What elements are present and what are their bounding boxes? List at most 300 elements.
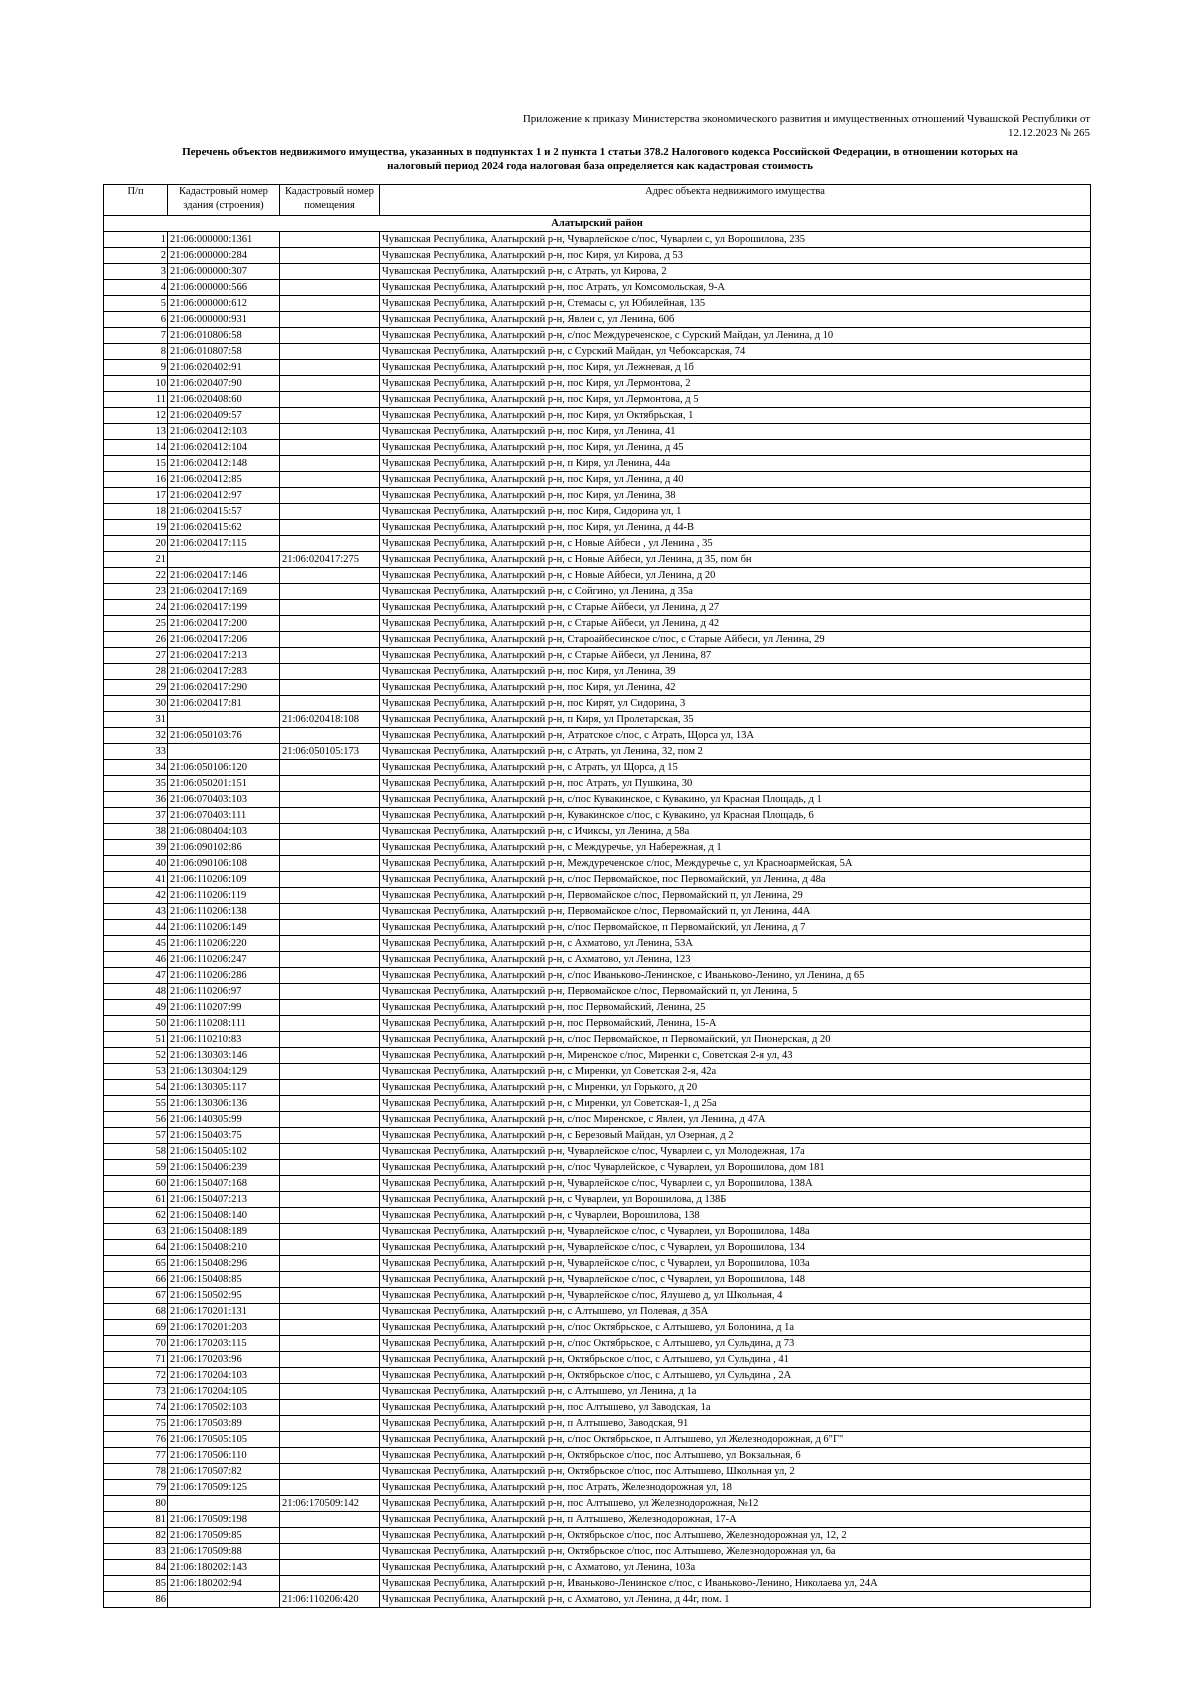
- row-number: 26: [104, 632, 168, 648]
- row-number: 86: [104, 1592, 168, 1608]
- table-row: [104, 328, 1091, 344]
- table-row: [104, 920, 1091, 936]
- address: Чувашская Республика, Алатырский р-н, с/пос Междуреченское, с Сурский Майдан, ул Ленина, д 10: [380, 328, 1091, 344]
- table-row: [104, 856, 1091, 872]
- premises-cadastral-number: [280, 728, 380, 744]
- premises-cadastral-number: [280, 952, 380, 968]
- building-cadastral-number: 21:06:170203:115: [168, 1336, 280, 1352]
- row-number: 38: [104, 824, 168, 840]
- row-number: 59: [104, 1160, 168, 1176]
- premises-cadastral-number: [280, 1192, 380, 1208]
- building-cadastral-number: 21:06:090102:86: [168, 840, 280, 856]
- table-row: [104, 600, 1091, 616]
- address: Чувашская Республика, Алатырский р-н, Явлеи с, ул Ленина, 60б: [380, 312, 1091, 328]
- column-header-premises-cadastral: Кадастровый номер помещения: [280, 185, 380, 216]
- premises-cadastral-number: [280, 312, 380, 328]
- table-row: [104, 248, 1091, 264]
- table-row: [104, 1368, 1091, 1384]
- row-number: 12: [104, 408, 168, 424]
- premises-cadastral-number: [280, 936, 380, 952]
- table-row: [104, 520, 1091, 536]
- premises-cadastral-number: [280, 1384, 380, 1400]
- address: Чувашская Республика, Алатырский р-н, с Ахматово, ул Ленина, 53А: [380, 936, 1091, 952]
- premises-cadastral-number: [280, 968, 380, 984]
- table-row: [104, 1400, 1091, 1416]
- premises-cadastral-number: [280, 504, 380, 520]
- address: Чувашская Республика, Алатырский р-н, с Миренки, ул Советская-1, д 25а: [380, 1096, 1091, 1112]
- building-cadastral-number: 21:06:020417:199: [168, 600, 280, 616]
- premises-cadastral-number: [280, 584, 380, 600]
- row-number: 55: [104, 1096, 168, 1112]
- building-cadastral-number: 21:06:110208:111: [168, 1016, 280, 1032]
- row-number: 70: [104, 1336, 168, 1352]
- premises-cadastral-number: [280, 1112, 380, 1128]
- building-cadastral-number: 21:06:150408:210: [168, 1240, 280, 1256]
- premises-cadastral-number: [280, 856, 380, 872]
- row-number: 25: [104, 616, 168, 632]
- address: Чувашская Республика, Алатырский р-н, пос Киря, ул Лежневая, д 1б: [380, 360, 1091, 376]
- row-number: 34: [104, 760, 168, 776]
- table-row: [104, 1016, 1091, 1032]
- premises-cadastral-number: [280, 984, 380, 1000]
- row-number: 52: [104, 1048, 168, 1064]
- address: Чувашская Республика, Алатырский р-н, с/пос Первомайское, пос Первомайский, ул Ленина, д 48а: [380, 872, 1091, 888]
- appendix-line-2: 12.12.2023 № 265: [1008, 127, 1090, 139]
- table-row: [104, 968, 1091, 984]
- table-row: [104, 1320, 1091, 1336]
- premises-cadastral-number: [280, 392, 380, 408]
- premises-cadastral-number: [280, 1096, 380, 1112]
- premises-cadastral-number: [280, 232, 380, 248]
- building-cadastral-number: 21:06:000000:284: [168, 248, 280, 264]
- address: Чувашская Республика, Алатырский р-н, пос Первомайский, Ленина, 25: [380, 1000, 1091, 1016]
- building-cadastral-number: 21:06:170204:103: [168, 1368, 280, 1384]
- table-row: [104, 904, 1091, 920]
- premises-cadastral-number: [280, 1064, 380, 1080]
- table-header-row: [104, 185, 1091, 216]
- building-cadastral-number: 21:06:110206:109: [168, 872, 280, 888]
- address: Чувашская Республика, Алатырский р-н, с Сойгино, ул Ленина, д 35а: [380, 584, 1091, 600]
- row-number: 14: [104, 440, 168, 456]
- building-cadastral-number: 21:06:150407:213: [168, 1192, 280, 1208]
- address: Чувашская Республика, Алатырский р-н, Чуварлейское с/пос, Ялушево д, ул Школьная, 4: [380, 1288, 1091, 1304]
- table-row: [104, 888, 1091, 904]
- premises-cadastral-number: [280, 1544, 380, 1560]
- address: Чувашская Республика, Алатырский р-н, с/пос Октябрьское, с Алтышево, ул Сульдина, д 73: [380, 1336, 1091, 1352]
- row-number: 11: [104, 392, 168, 408]
- building-cadastral-number: 21:06:150408:140: [168, 1208, 280, 1224]
- premises-cadastral-number: [280, 1256, 380, 1272]
- building-cadastral-number: 21:06:150407:168: [168, 1176, 280, 1192]
- building-cadastral-number: 21:06:020412:104: [168, 440, 280, 456]
- row-number: 7: [104, 328, 168, 344]
- building-cadastral-number: 21:06:020417:283: [168, 664, 280, 680]
- table-row: [104, 1176, 1091, 1192]
- row-number: 61: [104, 1192, 168, 1208]
- title-line-2: налоговый период 2024 года налоговая база определяется как кадастровая стоимость: [387, 160, 813, 172]
- premises-cadastral-number: [280, 808, 380, 824]
- district-name: Алатырский район: [104, 216, 1091, 232]
- address: Чувашская Республика, Алатырский р-н, пос Киря, ул Октябрьская, 1: [380, 408, 1091, 424]
- row-number: 53: [104, 1064, 168, 1080]
- building-cadastral-number: 21:06:170204:105: [168, 1384, 280, 1400]
- premises-cadastral-number: [280, 1272, 380, 1288]
- row-number: 8: [104, 344, 168, 360]
- row-number: 79: [104, 1480, 168, 1496]
- table-row: [104, 1560, 1091, 1576]
- column-header-building-cadastral: Кадастровый номер здания (строения): [168, 185, 280, 216]
- address: Чувашская Республика, Алатырский р-н, пос Киря, ул Ленина, 41: [380, 424, 1091, 440]
- table-row: [104, 936, 1091, 952]
- table-row: [104, 1352, 1091, 1368]
- document-title: [110, 145, 1090, 173]
- premises-cadastral-number: [280, 792, 380, 808]
- table-row: [104, 424, 1091, 440]
- row-number: 74: [104, 1400, 168, 1416]
- district-row: [104, 216, 1091, 232]
- address: Чувашская Республика, Алатырский р-н, п Алтышево, Заводская, 91: [380, 1416, 1091, 1432]
- building-cadastral-number: 21:06:150406:239: [168, 1160, 280, 1176]
- row-number: 36: [104, 792, 168, 808]
- row-number: 33: [104, 744, 168, 760]
- address: Чувашская Республика, Алатырский р-н, пос Атрать, ул Комсомольская, 9-А: [380, 280, 1091, 296]
- premises-cadastral-number: [280, 680, 380, 696]
- table-row: [104, 360, 1091, 376]
- premises-cadastral-number: [280, 904, 380, 920]
- building-cadastral-number: 21:06:010807:58: [168, 344, 280, 360]
- table-row: [104, 1192, 1091, 1208]
- premises-cadastral-number: [280, 1336, 380, 1352]
- building-cadastral-number: 21:06:020409:57: [168, 408, 280, 424]
- row-number: 82: [104, 1528, 168, 1544]
- building-cadastral-number: 21:06:050106:120: [168, 760, 280, 776]
- row-number: 10: [104, 376, 168, 392]
- address: Чувашская Республика, Алатырский р-н, Чуварлейское с/пос, с Чуварлеи, ул Ворошилова, 134: [380, 1240, 1091, 1256]
- row-number: 64: [104, 1240, 168, 1256]
- row-number: 42: [104, 888, 168, 904]
- premises-cadastral-number: [280, 664, 380, 680]
- address: Чувашская Республика, Алатырский р-н, с Новые Айбеси , ул Ленина , 35: [380, 536, 1091, 552]
- table-row: [104, 264, 1091, 280]
- premises-cadastral-number: [280, 840, 380, 856]
- building-cadastral-number: 21:06:110206:247: [168, 952, 280, 968]
- table-row: [104, 1032, 1091, 1048]
- row-number: 28: [104, 664, 168, 680]
- premises-cadastral-number: [280, 1160, 380, 1176]
- building-cadastral-number: [168, 1592, 280, 1608]
- table-row: [104, 728, 1091, 744]
- title-line-1: Перечень объектов недвижимого имущества, указанных в подпунктах 1 и 2 пункта 1 статьи 378.2 Налогового кодекса Российской Федерации, в отношении которых на: [182, 146, 1018, 158]
- address: Чувашская Республика, Алатырский р-н, пос Алтышево, ул Заводская, 1а: [380, 1400, 1091, 1416]
- table-row: [104, 1448, 1091, 1464]
- table-row: [104, 280, 1091, 296]
- building-cadastral-number: 21:06:000000:931: [168, 312, 280, 328]
- premises-cadastral-number: [280, 920, 380, 936]
- premises-cadastral-number: [280, 1032, 380, 1048]
- building-cadastral-number: 21:06:170502:103: [168, 1400, 280, 1416]
- table-row: [104, 1096, 1091, 1112]
- building-cadastral-number: 21:06:020417:146: [168, 568, 280, 584]
- premises-cadastral-number: [280, 872, 380, 888]
- address: Чувашская Республика, Алатырский р-н, пос Кирят, ул Сидорина, 3: [380, 696, 1091, 712]
- table-row: [104, 1080, 1091, 1096]
- row-number: 21: [104, 552, 168, 568]
- table-row: [104, 1416, 1091, 1432]
- row-number: 71: [104, 1352, 168, 1368]
- row-number: 57: [104, 1128, 168, 1144]
- premises-cadastral-number: [280, 1144, 380, 1160]
- premises-cadastral-number: [280, 488, 380, 504]
- row-number: 32: [104, 728, 168, 744]
- building-cadastral-number: 21:06:110206:138: [168, 904, 280, 920]
- building-cadastral-number: 21:06:110206:97: [168, 984, 280, 1000]
- building-cadastral-number: 21:06:010806:58: [168, 328, 280, 344]
- address: Чувашская Республика, Алатырский р-н, Междуреченское с/пос, Междуречье с, ул Красноармейская, 5А: [380, 856, 1091, 872]
- address: Чувашская Республика, Алатырский р-н, Миренское с/пос, Миренки с, Советская 2-я ул, 43: [380, 1048, 1091, 1064]
- premises-cadastral-number: [280, 456, 380, 472]
- address: Чувашская Республика, Алатырский р-н, с Березовый Майдан, ул Озерная, д 2: [380, 1128, 1091, 1144]
- address: Чувашская Республика, Алатырский р-н, с/пос Первомайское, п Первомайский, ул Ленина, д 7: [380, 920, 1091, 936]
- row-number: 47: [104, 968, 168, 984]
- row-number: 27: [104, 648, 168, 664]
- row-number: 24: [104, 600, 168, 616]
- row-number: 81: [104, 1512, 168, 1528]
- address: Чувашская Республика, Алатырский р-н, с Новые Айбеси, ул Ленина, д 20: [380, 568, 1091, 584]
- table-row: [104, 1512, 1091, 1528]
- table-row: [104, 1272, 1091, 1288]
- row-number: 40: [104, 856, 168, 872]
- address: Чувашская Республика, Алатырский р-н, с Старые Айбеси, ул Ленина, д 42: [380, 616, 1091, 632]
- row-number: 83: [104, 1544, 168, 1560]
- column-header-number: П/п: [104, 185, 168, 216]
- building-cadastral-number: 21:06:130305:117: [168, 1080, 280, 1096]
- address: Чувашская Республика, Алатырский р-н, с Миренки, ул Горького, д 20: [380, 1080, 1091, 1096]
- premises-cadastral-number: [280, 1400, 380, 1416]
- building-cadastral-number: 21:06:170203:96: [168, 1352, 280, 1368]
- row-number: 31: [104, 712, 168, 728]
- address: Чувашская Республика, Алатырский р-н, с Миренки, ул Советская 2-я, 42а: [380, 1064, 1091, 1080]
- address: Чувашская Республика, Алатырский р-н, Староайбесинское с/пос, с Старые Айбеси, ул Ленина, 29: [380, 632, 1091, 648]
- address: Чувашская Республика, Алатырский р-н, п Киря, ул Ленина, 44а: [380, 456, 1091, 472]
- address: Чувашская Республика, Алатырский р-н, Октябрьское с/пос, пос Алтышево, ул Вокзальная, 6: [380, 1448, 1091, 1464]
- address: Чувашская Республика, Алатырский р-н, с/пос Иваньково-Ленинское, с Иваньково-Ленино, ул Ленина, д 65: [380, 968, 1091, 984]
- building-cadastral-number: 21:06:070403:103: [168, 792, 280, 808]
- table-row: [104, 1592, 1091, 1608]
- premises-cadastral-number: 21:06:020417:275: [280, 552, 380, 568]
- table-row: [104, 568, 1091, 584]
- table-row: [104, 696, 1091, 712]
- row-number: 17: [104, 488, 168, 504]
- row-number: 80: [104, 1496, 168, 1512]
- table-row: [104, 1256, 1091, 1272]
- row-number: 22: [104, 568, 168, 584]
- building-cadastral-number: 21:06:130303:146: [168, 1048, 280, 1064]
- row-number: 37: [104, 808, 168, 824]
- premises-cadastral-number: [280, 344, 380, 360]
- address: Чувашская Республика, Алатырский р-н, пос Киря, ул Ленина, д 44-В: [380, 520, 1091, 536]
- building-cadastral-number: 21:06:080404:103: [168, 824, 280, 840]
- premises-cadastral-number: [280, 536, 380, 552]
- table-row: [104, 1528, 1091, 1544]
- premises-cadastral-number: [280, 424, 380, 440]
- row-number: 23: [104, 584, 168, 600]
- address: Чувашская Республика, Алатырский р-н, Октябрьское с/пос, с Алтышево, ул Сульдина , 2А: [380, 1368, 1091, 1384]
- row-number: 66: [104, 1272, 168, 1288]
- row-number: 69: [104, 1320, 168, 1336]
- premises-cadastral-number: [280, 1240, 380, 1256]
- address: Чувашская Республика, Алатырский р-н, с/пос Миренское, с Явлеи, ул Ленина, д 47А: [380, 1112, 1091, 1128]
- premises-cadastral-number: [280, 1288, 380, 1304]
- table-row: [104, 1384, 1091, 1400]
- table-row: [104, 584, 1091, 600]
- building-cadastral-number: 21:06:020412:148: [168, 456, 280, 472]
- building-cadastral-number: 21:06:020417:115: [168, 536, 280, 552]
- address: Чувашская Республика, Алатырский р-н, пос Киря, ул Ленина, д 45: [380, 440, 1091, 456]
- address: Чувашская Республика, Алатырский р-н, Атратское с/пос, с Атрать, Щорса ул, 13А: [380, 728, 1091, 744]
- address: Чувашская Республика, Алатырский р-н, с Алтышево, ул Ленина, д 1а: [380, 1384, 1091, 1400]
- address: Чувашская Республика, Алатырский р-н, пос Атрать, Железнодорожная ул, 18: [380, 1480, 1091, 1496]
- premises-cadastral-number: [280, 296, 380, 312]
- table-row: [104, 344, 1091, 360]
- appendix-line-1: Приложение к приказу Министерства экономического развития и имущественных отношений Чувашской Республики от: [522, 113, 1090, 125]
- premises-cadastral-number: [280, 1480, 380, 1496]
- premises-cadastral-number: [280, 1352, 380, 1368]
- address: Чувашская Республика, Алатырский р-н, Чуварлейское с/пос, Чуварлеи с, ул Ворошилова, 235: [380, 232, 1091, 248]
- row-number: 1: [104, 232, 168, 248]
- table-row: [104, 664, 1091, 680]
- row-number: 39: [104, 840, 168, 856]
- row-number: 20: [104, 536, 168, 552]
- address: Чувашская Республика, Алатырский р-н, пос Киря, ул Ленина, 39: [380, 664, 1091, 680]
- table-row: [104, 1128, 1091, 1144]
- table-row: [104, 536, 1091, 552]
- table-row: [104, 616, 1091, 632]
- table-row: [104, 440, 1091, 456]
- row-number: 56: [104, 1112, 168, 1128]
- table-row: [104, 392, 1091, 408]
- table-row: [104, 840, 1091, 856]
- building-cadastral-number: 21:06:110206:286: [168, 968, 280, 984]
- premises-cadastral-number: [280, 1176, 380, 1192]
- address: Чувашская Республика, Алатырский р-н, Кувакинское с/пос, с Кувакино, ул Красная Площадь, 6: [380, 808, 1091, 824]
- table-row: [104, 760, 1091, 776]
- premises-cadastral-number: [280, 824, 380, 840]
- row-number: 72: [104, 1368, 168, 1384]
- row-number: 85: [104, 1576, 168, 1592]
- row-number: 77: [104, 1448, 168, 1464]
- premises-cadastral-number: 21:06:020418:108: [280, 712, 380, 728]
- address: Чувашская Республика, Алатырский р-н, с Атрать, ул Кирова, 2: [380, 264, 1091, 280]
- table-row: [104, 744, 1091, 760]
- premises-cadastral-number: [280, 568, 380, 584]
- table-row: [104, 1496, 1091, 1512]
- premises-cadastral-number: [280, 440, 380, 456]
- table-row: [104, 296, 1091, 312]
- table-row: [104, 1480, 1091, 1496]
- address: Чувашская Республика, Алатырский р-н, Октябрьское с/пос, с Алтышево, ул Сульдина , 41: [380, 1352, 1091, 1368]
- row-number: 3: [104, 264, 168, 280]
- row-number: 68: [104, 1304, 168, 1320]
- row-number: 46: [104, 952, 168, 968]
- premises-cadastral-number: [280, 1576, 380, 1592]
- premises-cadastral-number: [280, 696, 380, 712]
- address: Чувашская Республика, Алатырский р-н, с Атрать, ул Ленина, 32, пом 2: [380, 744, 1091, 760]
- address: Чувашская Республика, Алатырский р-н, Чуварлейское с/пос, Чуварлеи с, ул Молодежная, 17а: [380, 1144, 1091, 1160]
- building-cadastral-number: 21:06:150408:296: [168, 1256, 280, 1272]
- table-row: [104, 472, 1091, 488]
- table-row: [104, 1288, 1091, 1304]
- address: Чувашская Республика, Алатырский р-н, пос Киря, ул Ленина, д 40: [380, 472, 1091, 488]
- building-cadastral-number: 21:06:020415:57: [168, 504, 280, 520]
- premises-cadastral-number: [280, 648, 380, 664]
- address: Чувашская Республика, Алатырский р-н, Октябрьское с/пос, пос Алтышево, Школьная ул, 2: [380, 1464, 1091, 1480]
- building-cadastral-number: 21:06:130304:129: [168, 1064, 280, 1080]
- premises-cadastral-number: [280, 1000, 380, 1016]
- address: Чувашская Республика, Алатырский р-н, Чуварлейское с/пос, Чуварлеи с, ул Ворошилова, 138А: [380, 1176, 1091, 1192]
- table-row: [104, 1240, 1091, 1256]
- row-number: 35: [104, 776, 168, 792]
- building-cadastral-number: 21:06:020412:85: [168, 472, 280, 488]
- address: Чувашская Республика, Алатырский р-н, с Ахматово, ул Ленина, 123: [380, 952, 1091, 968]
- building-cadastral-number: 21:06:020417:81: [168, 696, 280, 712]
- address: Чувашская Республика, Алатырский р-н, с Старые Айбеси, ул Ленина, д 27: [380, 600, 1091, 616]
- table-row: [104, 648, 1091, 664]
- address: Чувашская Республика, Алатырский р-н, с Междуречье, ул Набережная, д 1: [380, 840, 1091, 856]
- building-cadastral-number: 21:06:170509:85: [168, 1528, 280, 1544]
- table-row: [104, 312, 1091, 328]
- table-row: [104, 872, 1091, 888]
- premises-cadastral-number: [280, 1048, 380, 1064]
- premises-cadastral-number: [280, 1080, 380, 1096]
- address: Чувашская Республика, Алатырский р-н, с Ахматово, ул Ленина, 103а: [380, 1560, 1091, 1576]
- table-row: [104, 984, 1091, 1000]
- address: Чувашская Республика, Алатырский р-н, пос Алтышево, ул Железнодорожная, №12: [380, 1496, 1091, 1512]
- premises-cadastral-number: 21:06:110206:420: [280, 1592, 380, 1608]
- row-number: 62: [104, 1208, 168, 1224]
- premises-cadastral-number: [280, 328, 380, 344]
- address: Чувашская Республика, Алатырский р-н, с Атрать, ул Щорса, д 15: [380, 760, 1091, 776]
- building-cadastral-number: 21:06:020417:206: [168, 632, 280, 648]
- table-row: [104, 1576, 1091, 1592]
- row-number: 78: [104, 1464, 168, 1480]
- building-cadastral-number: 21:06:000000:1361: [168, 232, 280, 248]
- premises-cadastral-number: [280, 1528, 380, 1544]
- premises-cadastral-number: [280, 888, 380, 904]
- table-row: [104, 1464, 1091, 1480]
- building-cadastral-number: 21:06:150502:95: [168, 1288, 280, 1304]
- address: Чувашская Республика, Алатырский р-н, с/пос Первомайское, п Первомайский, ул Пионерская, д 20: [380, 1032, 1091, 1048]
- row-number: 6: [104, 312, 168, 328]
- address: Чувашская Республика, Алатырский р-н, с Алтышево, ул Полевая, д 35А: [380, 1304, 1091, 1320]
- building-cadastral-number: 21:06:150408:189: [168, 1224, 280, 1240]
- table-row: [104, 776, 1091, 792]
- building-cadastral-number: 21:06:020417:213: [168, 648, 280, 664]
- building-cadastral-number: 21:06:020402:91: [168, 360, 280, 376]
- table-row: [104, 408, 1091, 424]
- premises-cadastral-number: [280, 1224, 380, 1240]
- address: Чувашская Республика, Алатырский р-н, Первомайское с/пос, Первомайский п, ул Ленина, 44А: [380, 904, 1091, 920]
- premises-cadastral-number: [280, 1432, 380, 1448]
- address: Чувашская Республика, Алатырский р-н, Иваньково-Ленинское с/пос, с Иваньково-Ленино, Николаева ул, 24А: [380, 1576, 1091, 1592]
- address: Чувашская Республика, Алатырский р-н, с Старые Айбеси, ул Ленина, 87: [380, 648, 1091, 664]
- table-row: [104, 712, 1091, 728]
- address: Чувашская Республика, Алатырский р-н, Чуварлейское с/пос, с Чуварлеи, ул Ворошилова, 148а: [380, 1224, 1091, 1240]
- address: Чувашская Республика, Алатырский р-н, пос Атрать, ул Пушкина, 30: [380, 776, 1091, 792]
- premises-cadastral-number: [280, 472, 380, 488]
- row-number: 5: [104, 296, 168, 312]
- address: Чувашская Республика, Алатырский р-н, Стемасы с, ул Юбилейная, 135: [380, 296, 1091, 312]
- table-row: [104, 1544, 1091, 1560]
